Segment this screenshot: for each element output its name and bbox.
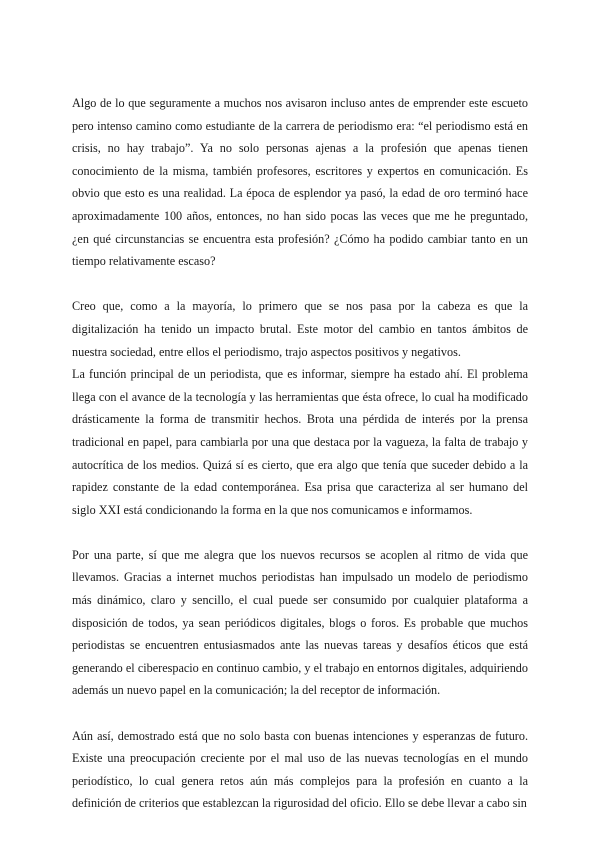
paragraph-2: Creo que, como a la mayoría, lo primero que se nos pasa por la cabeza es que la digitalización ha tenido un impacto brutal. Este motor del cambio en tantos ámbitos de nuestra sociedad, entre ellos el periodismo, trajo aspectos positivos y negativos.	[72, 299, 528, 359]
paragraph-5: Aún así, demostrado está que no solo basta con buenas intenciones y esperanzas de futuro. Existe una preocupación creciente por el mal uso de las nuevas tecnologías en el mundo periodístico, lo cual genera retos aún más complejos para la profesión en cuanto a la definición de criterios que establezcan la rigurosidad del oficio. Ello se debe llevar a cabo sin	[72, 728, 528, 811]
paragraph-1: Algo de lo que seguramente a muchos nos avisaron incluso antes de emprender este escueto pero intenso camino como estudiante de la carrera de periodismo era: “el periodismo está en crisis, no hay trabajo”. Ya no solo personas ajenas a la profesión que apenas tienen conocimiento de la misma, también profesores, escritores y expertos en comunicación. Es obvio que esto es una realidad. La época de esplendor ya pasó, la edad de oro terminó hace aproximadamente 100 años, entonces, no han sido pocas las veces que me he preguntado, ¿en qué circunstancias se encuentra esta profesión? ¿Cómo ha podido cambiar tanto en un tiempo relativamente escaso?	[72, 96, 528, 269]
paragraph-3: La función principal de un periodista, que es informar, siempre ha estado ahí. El problema llega con el avance de la tecnología y las herramientas que ésta ofrece, lo cual ha modificado drásticamente la forma de transmitir hechos. Brota una pérdida de interés por la prensa tradicional en papel, para cambiarla por una que destaca por la vagueza, la falta de trabajo y autocrítica de los medios. Quizá sí es cierto, que era algo que tenía que suceder debido a la rapidez constante de la edad contemporánea. Esa prisa que caracteriza al ser humano del siglo XXI está condicionando la forma en la que nos comunicamos e informamos.	[72, 367, 528, 517]
document-body	[72, 92, 528, 815]
paragraph-4: Por una parte, sí que me alegra que los nuevos recursos se acoplen al ritmo de vida que llevamos. Gracias a internet muchos periodistas han impulsado un modelo de periodismo más dinámico, claro y sencillo, el cual puede ser consumido por cualquier plataforma a disposición de todos, ya sean periódicos digitales, blogs o foros. Es probable que muchos periodistas se encuentren entusiasmados ante las nuevas tareas y desafíos éticos que está generando el ciberespacio en continuo cambio, y el trabajo en entornos digitales, adquiriendo además un nuevo papel en la comunicación; la del receptor de información.	[72, 547, 528, 698]
